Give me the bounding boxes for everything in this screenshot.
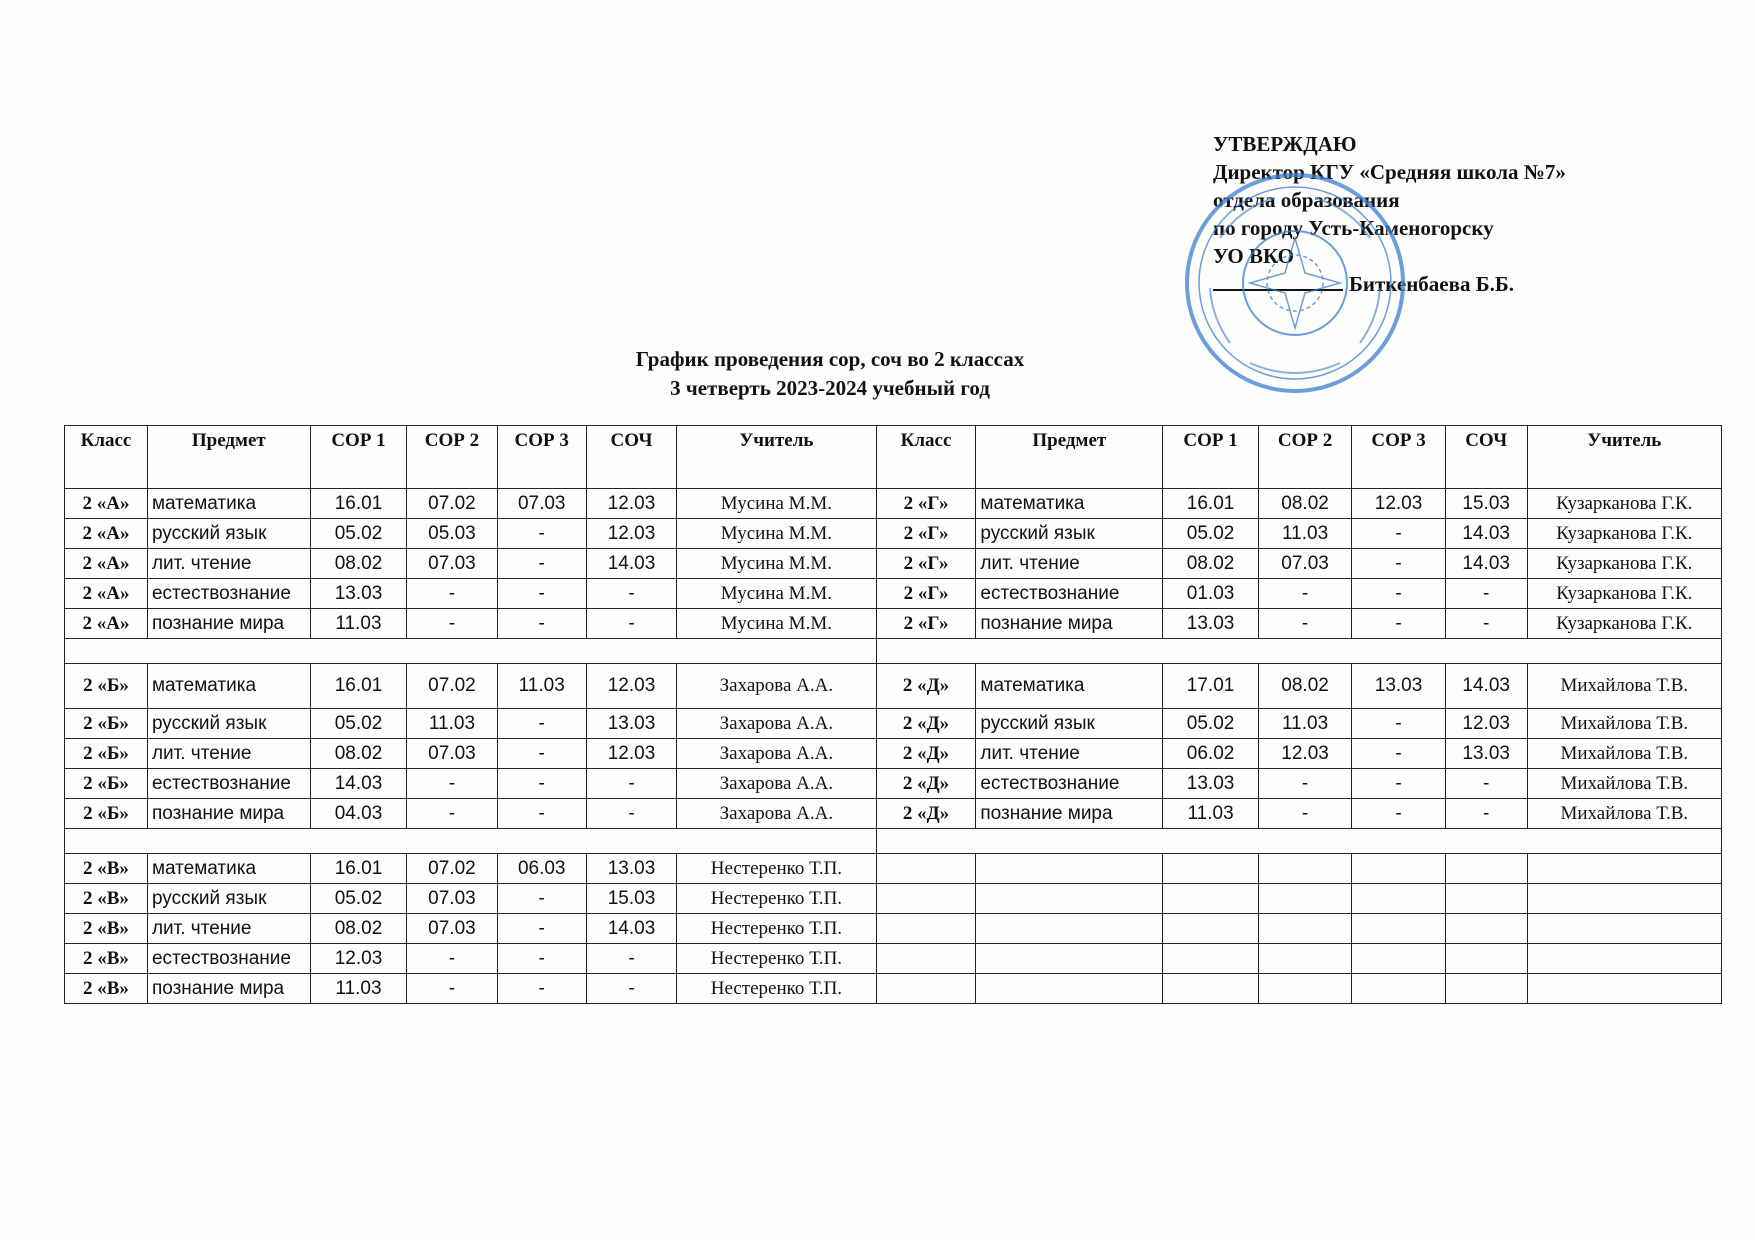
class-cell [876,974,976,1004]
subject-cell: познание мира [976,609,1163,639]
sor3-cell: - [497,579,586,609]
separator-row [65,639,1722,664]
header-subject: Предмет [976,426,1163,489]
class-cell: 2 «Д» [876,739,976,769]
sor2-cell [1258,854,1351,884]
sor3-cell [1352,974,1445,1004]
table-row [65,579,1722,609]
table-row [65,739,1722,769]
sor2-cell: - [407,799,497,829]
subject-cell: естествознание [147,944,310,974]
sor1-cell: 16.01 [310,664,407,709]
approval-line: УО ВКО [1213,244,1294,268]
sor3-cell: - [1352,799,1445,829]
teacher-cell: Мусина М.М. [677,579,877,609]
teacher-cell [1527,944,1721,974]
teacher-cell: Михайлова Т.В. [1527,769,1721,799]
soch-cell [1445,944,1527,974]
soch-cell: 12.03 [586,519,676,549]
table-row [65,709,1722,739]
class-cell: 2 «Г» [876,609,976,639]
sor2-cell: - [407,769,497,799]
sor2-cell: - [407,974,497,1004]
subject-cell [976,944,1163,974]
teacher-cell: Михайлова Т.В. [1527,709,1721,739]
sor3-cell: - [497,944,586,974]
teacher-cell: Захарова А.А. [677,739,877,769]
sor1-cell: 14.03 [310,769,407,799]
teacher-cell: Кузарканова Г.К. [1527,519,1721,549]
separator-cell [65,829,877,854]
sor3-cell: - [497,884,586,914]
table-row [65,914,1722,944]
sor1-cell: 17.01 [1163,664,1259,709]
sor3-cell: - [497,769,586,799]
sor2-cell: 07.02 [407,664,497,709]
soch-cell: 12.03 [586,489,676,519]
class-cell [876,854,976,884]
class-cell: 2 «А» [65,549,148,579]
sor1-cell: 11.03 [1163,799,1259,829]
sor1-cell: 06.02 [1163,739,1259,769]
sor2-cell [1258,944,1351,974]
class-cell: 2 «Д» [876,709,976,739]
header-sor1: СОР 1 [310,426,407,489]
sor1-cell: 08.02 [1163,549,1259,579]
teacher-cell: Кузарканова Г.К. [1527,489,1721,519]
soch-cell: 15.03 [586,884,676,914]
sor1-cell: 05.02 [310,709,407,739]
teacher-cell: Нестеренко Т.П. [677,854,877,884]
table-row [65,489,1722,519]
signature-name: Биткенбаева Б.Б. [1349,272,1514,296]
header-sor1: СОР 1 [1163,426,1259,489]
teacher-cell [1527,974,1721,1004]
sor3-cell: - [1352,609,1445,639]
sor1-cell: 16.01 [310,854,407,884]
sor2-cell: - [1258,799,1351,829]
class-cell: 2 «В» [65,854,148,884]
subject-cell: лит. чтение [976,549,1163,579]
class-cell: 2 «Г» [876,549,976,579]
class-cell: 2 «В» [65,914,148,944]
sor2-cell: - [407,609,497,639]
table-row [65,854,1722,884]
soch-cell [1445,974,1527,1004]
soch-cell: - [586,944,676,974]
teacher-cell: Михайлова Т.В. [1527,739,1721,769]
subject-cell: русский язык [976,709,1163,739]
soch-cell: 14.03 [1445,519,1527,549]
sor1-cell: 05.02 [1163,519,1259,549]
teacher-cell: Михайлова Т.В. [1527,799,1721,829]
separator-cell [876,639,1721,664]
teacher-cell: Михайлова Т.В. [1527,664,1721,709]
subject-cell: лит. чтение [976,739,1163,769]
soch-cell: 13.03 [586,709,676,739]
class-cell: 2 «А» [65,579,148,609]
title-line-1: График проведения сор, соч во 2 классах [635,347,1025,371]
soch-cell: - [586,799,676,829]
table-row [65,664,1722,709]
subject-cell [976,884,1163,914]
sor1-cell: 01.03 [1163,579,1259,609]
soch-cell: - [1445,769,1527,799]
class-cell: 2 «В» [65,944,148,974]
sor1-cell: 05.02 [1163,709,1259,739]
subject-cell: естествознание [147,769,310,799]
sor3-cell: - [1352,519,1445,549]
table-row [65,974,1722,1004]
teacher-cell: Захарова А.А. [677,799,877,829]
subject-cell [976,854,1163,884]
sor2-cell: 08.02 [1258,664,1351,709]
class-cell: 2 «Б» [65,769,148,799]
class-cell: 2 «Д» [876,769,976,799]
sor3-cell: 11.03 [497,664,586,709]
teacher-cell: Мусина М.М. [677,519,877,549]
table-row [65,549,1722,579]
sor3-cell: - [1352,579,1445,609]
subject-cell: познание мира [147,974,310,1004]
soch-cell: 13.03 [1445,739,1527,769]
soch-cell: - [1445,579,1527,609]
sor2-cell: 11.03 [407,709,497,739]
subject-cell: математика [147,664,310,709]
sor3-cell: - [497,549,586,579]
sor2-cell [1258,914,1351,944]
sor2-cell [1258,884,1351,914]
header-sor2: СОР 2 [407,426,497,489]
soch-cell: 12.03 [586,739,676,769]
subject-cell: естествознание [147,579,310,609]
subject-cell: математика [976,489,1163,519]
sor2-cell: 07.03 [1258,549,1351,579]
table-row [65,884,1722,914]
sor2-cell [1258,974,1351,1004]
sor3-cell: - [497,799,586,829]
soch-cell [1445,884,1527,914]
subject-cell: лит. чтение [147,914,310,944]
teacher-cell: Нестеренко Т.П. [677,974,877,1004]
soch-cell: - [1445,609,1527,639]
sor3-cell [1352,914,1445,944]
sor3-cell: - [497,519,586,549]
subject-cell: лит. чтение [147,739,310,769]
sor2-cell: 11.03 [1258,519,1351,549]
table-row [65,769,1722,799]
teacher-cell: Нестеренко Т.П. [677,914,877,944]
separator-row [65,829,1722,854]
sor3-cell [1352,884,1445,914]
teacher-cell [1527,914,1721,944]
sor3-cell: - [497,914,586,944]
sor3-cell: - [497,974,586,1004]
title-line-2: 3 четверть 2023-2024 учебный год [670,376,990,400]
sor2-cell: - [407,944,497,974]
sor1-cell: 16.01 [1163,489,1259,519]
separator-cell [65,639,877,664]
teacher-cell: Мусина М.М. [677,609,877,639]
soch-cell: - [586,609,676,639]
subject-cell: русский язык [147,709,310,739]
sor3-cell: - [1352,769,1445,799]
subject-cell: русский язык [147,519,310,549]
approval-line: Директор КГУ «Средняя школа №7» [1213,160,1566,184]
teacher-cell: Нестеренко Т.П. [677,884,877,914]
header-teacher: Учитель [1527,426,1721,489]
table-row [65,609,1722,639]
class-cell: 2 «В» [65,884,148,914]
class-cell: 2 «Г» [876,519,976,549]
class-cell: 2 «Б» [65,664,148,709]
subject-cell [976,914,1163,944]
soch-cell: 12.03 [586,664,676,709]
sor1-cell: 13.03 [1163,609,1259,639]
header-soch: СОЧ [586,426,676,489]
sor3-cell: - [497,709,586,739]
sor1-cell: 11.03 [310,974,407,1004]
sor1-cell: 05.02 [310,884,407,914]
sor3-cell: 07.03 [497,489,586,519]
sor1-cell: 11.03 [310,609,407,639]
sor1-cell: 08.02 [310,739,407,769]
class-cell: 2 «А» [65,609,148,639]
teacher-cell: Нестеренко Т.П. [677,944,877,974]
sor2-cell: 07.03 [407,884,497,914]
subject-cell: математика [976,664,1163,709]
soch-cell: 12.03 [1445,709,1527,739]
sor1-cell: 12.03 [310,944,407,974]
sor2-cell: - [1258,579,1351,609]
subject-cell: математика [147,854,310,884]
sor3-cell [1352,854,1445,884]
subject-cell: русский язык [147,884,310,914]
sor2-cell: 12.03 [1258,739,1351,769]
class-cell [876,914,976,944]
sor1-cell [1163,854,1259,884]
header-row [65,426,1722,489]
subject-cell: естествознание [976,769,1163,799]
subject-cell [976,974,1163,1004]
header-sor3: СОР 3 [1352,426,1445,489]
sor1-cell [1163,944,1259,974]
soch-cell: 14.03 [1445,549,1527,579]
approval-line: по городу Усть-Каменогорску [1213,216,1494,240]
sor3-cell: - [1352,709,1445,739]
header-subject: Предмет [147,426,310,489]
teacher-cell: Захарова А.А. [677,664,877,709]
sor3-cell [1352,944,1445,974]
table-row [65,944,1722,974]
sor3-cell: 06.03 [497,854,586,884]
table-row [65,799,1722,829]
sor3-cell: 12.03 [1352,489,1445,519]
teacher-cell: Кузарканова Г.К. [1527,549,1721,579]
subject-cell: познание мира [147,799,310,829]
sor1-cell: 13.03 [310,579,407,609]
sor2-cell: - [1258,609,1351,639]
teacher-cell: Мусина М.М. [677,549,877,579]
sor3-cell: - [1352,739,1445,769]
sor3-cell: - [497,739,586,769]
teacher-cell: Захарова А.А. [677,709,877,739]
separator-cell [876,829,1721,854]
header-teacher: Учитель [677,426,877,489]
sor2-cell: - [407,579,497,609]
sor1-cell [1163,884,1259,914]
soch-cell: 14.03 [586,549,676,579]
class-cell [876,944,976,974]
document-title [520,345,1140,403]
teacher-cell [1527,854,1721,884]
class-cell: 2 «В» [65,974,148,1004]
subject-cell: русский язык [976,519,1163,549]
header-class: Класс [65,426,148,489]
header-class: Класс [876,426,976,489]
approval-line: УТВЕРЖДАЮ [1213,132,1357,156]
sor2-cell: 05.03 [407,519,497,549]
sor1-cell: 16.01 [310,489,407,519]
header-sor2: СОР 2 [1258,426,1351,489]
approval-line: отдела образования [1213,188,1400,212]
subject-cell: естествознание [976,579,1163,609]
teacher-cell: Кузарканова Г.К. [1527,579,1721,609]
soch-cell: - [586,769,676,799]
class-cell: 2 «А» [65,519,148,549]
schedule-table [64,425,1722,1004]
class-cell: 2 «Д» [876,799,976,829]
soch-cell: 14.03 [1445,664,1527,709]
soch-cell [1445,854,1527,884]
subject-cell: познание мира [147,609,310,639]
header-sor3: СОР 3 [497,426,586,489]
seal-stamp-icon [1180,168,1410,398]
subject-cell: математика [147,489,310,519]
teacher-cell [1527,884,1721,914]
sor2-cell: 07.03 [407,739,497,769]
teacher-cell: Кузарканова Г.К. [1527,609,1721,639]
class-cell: 2 «Г» [876,489,976,519]
class-cell: 2 «Б» [65,739,148,769]
class-cell: 2 «Г» [876,579,976,609]
soch-cell: 15.03 [1445,489,1527,519]
soch-cell: - [586,974,676,1004]
class-cell: 2 «Б» [65,799,148,829]
soch-cell [1445,914,1527,944]
sor1-cell [1163,974,1259,1004]
header-soch: СОЧ [1445,426,1527,489]
subject-cell: лит. чтение [147,549,310,579]
sor1-cell: 05.02 [310,519,407,549]
sor1-cell [1163,914,1259,944]
sor2-cell: 07.02 [407,854,497,884]
soch-cell: 13.03 [586,854,676,884]
sor3-cell: - [1352,549,1445,579]
sor2-cell: 07.03 [407,549,497,579]
class-cell: 2 «Д» [876,664,976,709]
sor1-cell: 08.02 [310,549,407,579]
sor2-cell: 07.02 [407,489,497,519]
class-cell: 2 «А» [65,489,148,519]
teacher-cell: Мусина М.М. [677,489,877,519]
soch-cell: - [1445,799,1527,829]
soch-cell: 14.03 [586,914,676,944]
sor2-cell: - [1258,769,1351,799]
sor2-cell: 07.03 [407,914,497,944]
sor1-cell: 08.02 [310,914,407,944]
table-row [65,519,1722,549]
sor2-cell: 08.02 [1258,489,1351,519]
class-cell: 2 «Б» [65,709,148,739]
class-cell [876,884,976,914]
teacher-cell: Захарова А.А. [677,769,877,799]
sor3-cell: 13.03 [1352,664,1445,709]
subject-cell: познание мира [976,799,1163,829]
soch-cell: - [586,579,676,609]
sor3-cell: - [497,609,586,639]
sor2-cell: 11.03 [1258,709,1351,739]
sor1-cell: 04.03 [310,799,407,829]
sor1-cell: 13.03 [1163,769,1259,799]
